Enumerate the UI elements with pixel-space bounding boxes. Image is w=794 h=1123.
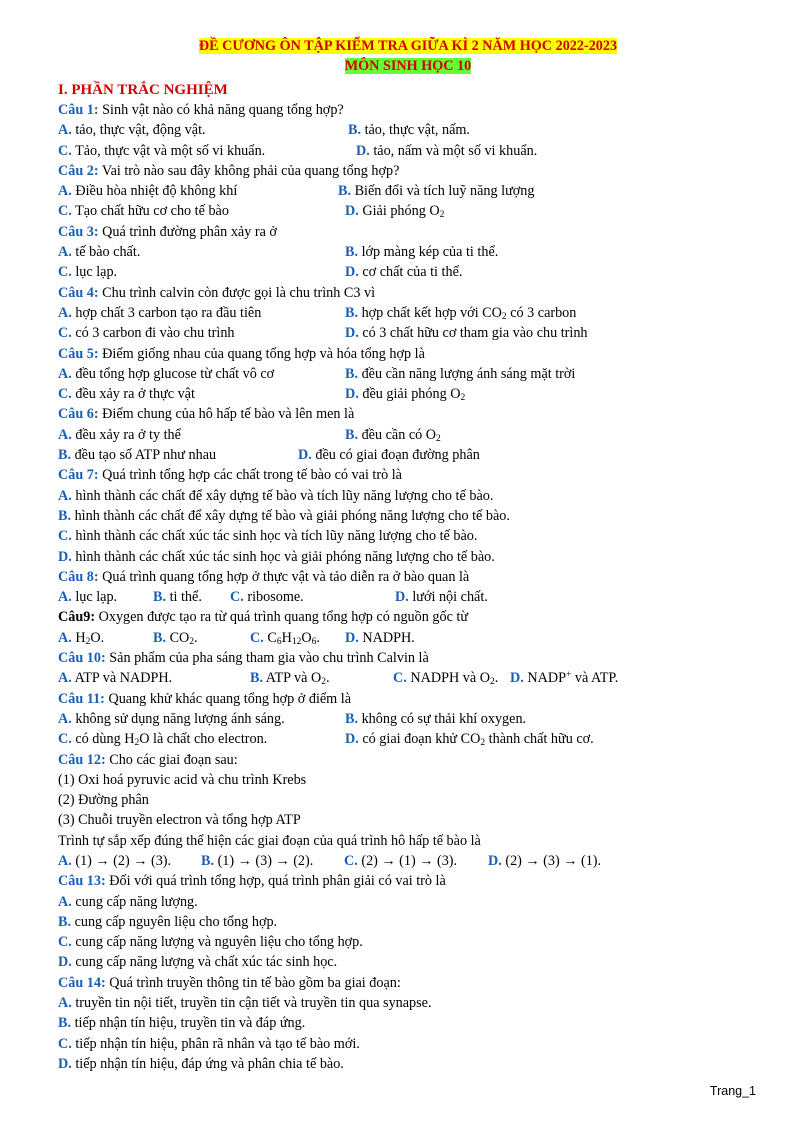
q12-options: A. (1) → (2) → (3). B. (1) → (3) → (2). C. (2) → (1) → (3). D. (2) → (3) → (1).: [58, 852, 602, 869]
q14-option-d: D. tiếp nhận tín hiệu, đáp ứng và phân chia tế bào.: [58, 1055, 344, 1072]
q7-option-a: A. hình thành các chất để xây dựng tế bào và tích lũy năng lượng cho tế bào.: [58, 487, 494, 504]
page-number: Trang_1: [709, 1084, 756, 1098]
q11-options-cd: C. có dùng $H_2O$ là chất cho electron. D. có giai đoạn khử $CO_2$ thành chất hữu cơ.: [58, 731, 594, 749]
q13-option-a: A. cung cấp năng lượng.: [58, 893, 198, 910]
q4-options-cd: C. có 3 carbon đi vào chu trình D. có 3 chất hữu cơ tham gia vào chu trình: [58, 325, 588, 342]
question-6: Câu 6: Điểm chung của hô hấp tế bào và lên men là: [58, 406, 355, 423]
q13-option-b: B. cung cấp nguyên liệu cho tổng hợp.: [58, 913, 278, 930]
question-7: Câu 7: Quá trình tổng hợp các chất trong tế bào có vai trò là: [58, 467, 402, 484]
q3-options-ab: A. tế bào chất. B. lớp màng kép của ti thể.: [58, 244, 499, 261]
q7-option-d: D. hình thành các chất xúc tác sinh học và giải phóng năng lượng cho tế bào.: [58, 548, 495, 565]
question-1: Câu 1: Sinh vật nào có khả năng quang tổng hợp?: [58, 102, 344, 118]
q11-options-ab: A. không sử dụng năng lượng ánh sáng. B. không có sự thải khí oxygen.: [58, 710, 527, 727]
q1-options-cd: C. Tảo, thực vật và một số vi khuẩn. D. tảo, nấm và một số vi khuẩn.: [58, 142, 538, 159]
question-2: Câu 2: Vai trò nào sau đây không phải của quang tổng hợp?: [58, 162, 400, 179]
q6-options-ab: A. đều xảy ra ở ty thể B. đều cần có $O_2$: [58, 426, 441, 444]
question-10: Câu 10: Sản phẩm của pha sáng tham gia vào chu trình Calvin là: [58, 650, 429, 667]
section-title: I. PHẦN TRẮC NGHIỆM: [58, 82, 228, 98]
q3-options-cd: C. lục lạp. D. cơ chất của ti thể.: [58, 264, 463, 281]
q13-option-c: C. cung cấp năng lượng và nguyên liệu cho tổng hợp.: [58, 934, 363, 951]
q12-item-3: (3) Chuỗi truyền electron và tổng hợp ATP: [58, 812, 301, 829]
question-13: Câu 13: Đối với quá trình tổng hợp, quá trình phân giải có vai trò là: [58, 873, 446, 890]
q10-options: A. ATP và NADPH. B. ATP và $O_2$. C. NADPH và $O_2$. D. NADP+ và ATP.: [58, 670, 619, 688]
question-11: Câu 11: Quang khử khác quang tổng hợp ở điểm là: [58, 690, 352, 707]
q6-options-cd: B. đều tạo số ATP như nhau D. đều có giai đoạn đường phân: [58, 447, 480, 464]
q5-options-cd: C. đều xảy ra ở thực vật D. đều giải phóng $O_2$: [58, 386, 466, 404]
doc-title: ĐỀ CƯƠNG ÔN TẬP KIỂM TRA GIỮA KÌ 2 NĂM HỌC 2022-2023: [198, 38, 618, 54]
q9-options: A. $H_2O$. B. $CO_2$. C. $C_6H_{12}O_6$. D. NADPH.: [58, 629, 415, 647]
q14-option-b: B. tiếp nhận tín hiệu, truyền tin và đáp ứng.: [58, 1015, 306, 1032]
question-4: Câu 4: Chu trình calvin còn được gọi là chu trình C3 vì: [58, 284, 376, 301]
q7-option-b: B. hình thành các chất để xây dựng tế bào và giải phóng năng lượng cho tế bào.: [58, 507, 510, 524]
question-9: Câu9: Oxygen được tạo ra từ quá trình quang tổng hợp có nguồn gốc từ: [58, 609, 469, 626]
q14-option-a: A. truyền tin nội tiết, truyền tin cận tiết và truyền tin qua synapse.: [58, 995, 432, 1012]
q4-options-ab: A. hợp chất 3 carbon tạo ra đầu tiên B. hợp chất kết hợp với $CO_2$ có 3 carbon: [58, 304, 577, 322]
q13-option-d: D. cung cấp năng lượng và chất xúc tác sinh học.: [58, 954, 338, 971]
doc-subtitle: MÔN SINH HỌC 10: [344, 58, 472, 74]
q7-option-c: C. hình thành các chất xúc tác sinh học và tích lũy năng lượng cho tế bào.: [58, 528, 478, 545]
q5-options-ab: A. đều tổng hợp glucose từ chất vô cơ B. đều cần năng lượng ánh sáng mặt trời: [58, 365, 576, 382]
question-8: Câu 8: Quá trình quang tổng hợp ở thực vật và tảo diễn ra ở bào quan là: [58, 568, 470, 585]
q12-item-1: (1) Oxi hoá pyruvic acid và chu trình Krebs: [58, 771, 307, 788]
q2-options-cd: C. Tạo chất hữu cơ cho tế bào D. Giải phóng $O_2$: [58, 203, 445, 221]
q2-options-ab: A. Điều hòa nhiệt độ không khí B. Biến đổi và tích luỹ năng lượng: [58, 183, 535, 200]
question-14: Câu 14: Quá trình truyền thông tin tế bào gồm ba giai đoạn:: [58, 974, 401, 991]
document-page: [58, 36, 758, 1074]
q12-item-2: (2) Đường phân: [58, 792, 149, 809]
q14-option-c: C. tiếp nhận tín hiệu, phân rã nhân và tạo tế bào mới.: [58, 1035, 360, 1052]
question-12: Câu 12: Cho các giai đoạn sau:: [58, 751, 238, 768]
q1-options-ab: A. tảo, thực vật, động vật. B. tảo, thực vật, nấm.: [58, 122, 470, 139]
question-5: Câu 5: Điểm giống nhau của quang tổng hợp và hóa tổng hợp là: [58, 345, 425, 362]
question-3: Câu 3: Quá trình đường phân xảy ra ở: [58, 223, 277, 240]
q12-stem: Trình tự sắp xếp đúng thể hiện các giai đoạn của quá trình hô hấp tế bào là: [58, 832, 481, 849]
q8-options: A. lục lạp. B. ti thể. C. ribosome. D. lưới nội chất.: [58, 589, 488, 606]
